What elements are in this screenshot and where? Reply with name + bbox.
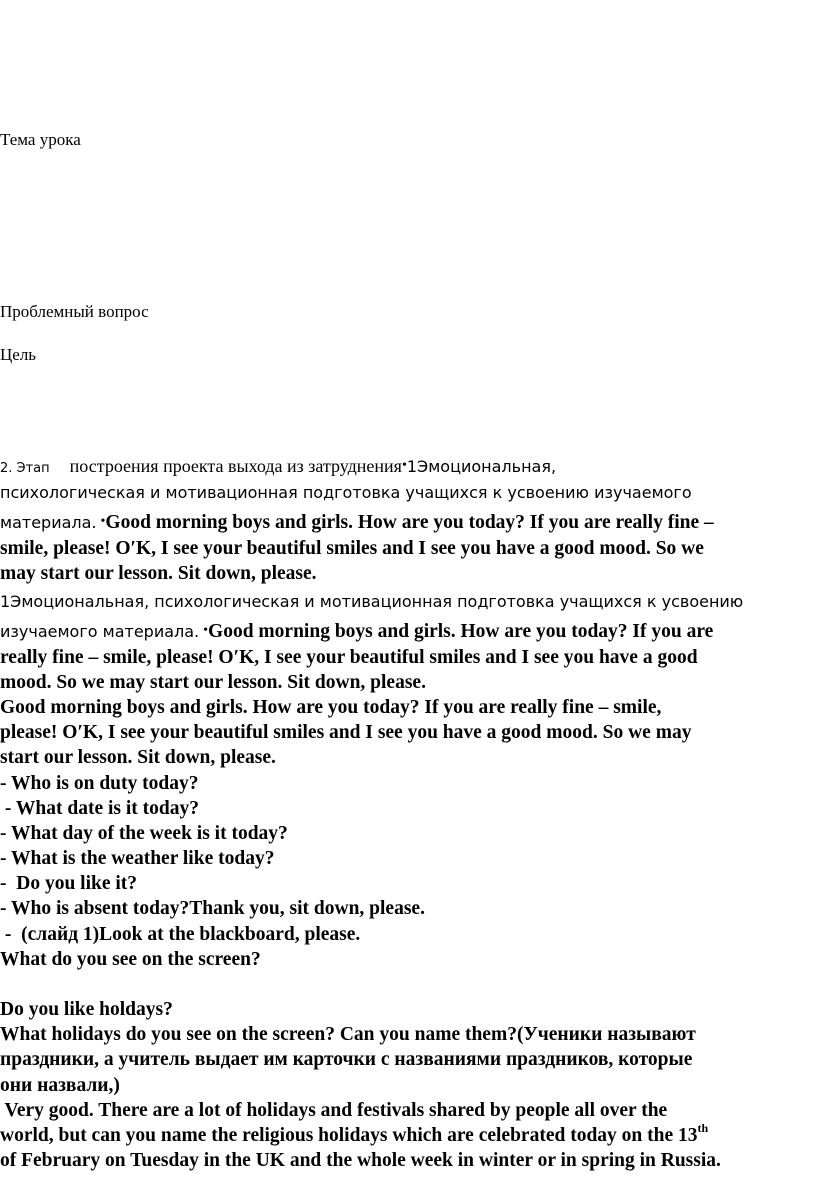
question-item: - Who is absent today?Thank you, sit down, please. (0, 898, 425, 920)
problem-question-label: Проблемный вопрос (0, 302, 149, 321)
question-item: - What date is it today? (0, 797, 199, 819)
stage-number: 2. Этап (0, 461, 50, 476)
greeting-line-1: Good morning boys and girls. How are you today? If you are really fine – (105, 512, 714, 534)
repeat-line-2-bold: Good morning boys and girls. How are you today? If you are (208, 620, 714, 642)
question-item: What do you see on the screen? (0, 948, 261, 970)
question-item: - What is the weather like today? (0, 848, 275, 870)
paragraph-gap (0, 972, 812, 997)
lesson-body (0, 453, 812, 1173)
repeat-line-2 (0, 616, 812, 645)
question-item: - Who is on duty today? (0, 772, 199, 794)
ordinal-suffix: th (697, 1120, 709, 1135)
bullet-icon: • (401, 458, 407, 473)
greeting2-line-1: Good morning boys and girls. How are you today? If you are really fine – smile, (0, 696, 662, 718)
repeat-line-2-sans: изучаемого материала. (0, 621, 200, 641)
repeat-line-1: 1Эмоциональная, психологическая и мотивационная подготовка учащихся к усвоению (0, 591, 744, 611)
question-item: - What day of the week is it today? (0, 822, 288, 844)
greeting-line-3: may start our lesson. Sit down, please. (0, 563, 317, 585)
stage-text-3: материала. (0, 513, 97, 533)
holidays-line-5: Very good. There are a lot of holidays and festivals shared by people all over the (0, 1099, 668, 1121)
question-item: - (слайд 1)Look at the blackboard, please. (0, 923, 361, 945)
stage-text-1: Эмоциональная, (417, 457, 557, 476)
goal-label: Цель (0, 345, 37, 364)
greeting-line-2: smile, please! O′K, I see your beautiful smiles and I see you have a good mood. So we (0, 538, 704, 560)
holidays-line-6-text: world, but can you name the religious holidays which are celebrated today on the 13 (0, 1124, 698, 1146)
repeat-line-4: mood. So we may start our lesson. Sit down, please. (0, 671, 426, 693)
holidays-line-7: of February on Tuesday in the UK and the whole week in winter or in spring in Russia. (0, 1150, 721, 1172)
item-number: 1 (406, 457, 418, 476)
greeting2-line-2: please! O′K, I see your beautiful smiles and I see you have a good mood. So we may (0, 722, 692, 744)
stage-heading-line (0, 453, 812, 478)
holidays-line-2: What holidays do you see on the screen? Can you name them?(Ученики называют (0, 1024, 696, 1046)
holidays-line-6 (0, 1120, 812, 1148)
question-item: - Do you like it? (0, 873, 138, 895)
stage-title: построения проекта выхода из затруднения (69, 456, 402, 476)
lesson-topic-label: Тема урока (0, 130, 81, 149)
stage-text-3-line (0, 507, 812, 536)
holidays-line-4: они назвали,) (0, 1074, 120, 1096)
holidays-line-1: Do you like holdays? (0, 999, 173, 1020)
bullet-icon: • (100, 514, 106, 530)
stage-text-2: психологическая и мотивационная подготовка учащихся к усвоению изучаемого (0, 483, 692, 503)
repeat-line-3: really fine – smile, please! O′K, I see your beautiful smiles and I see you have a good (0, 646, 698, 668)
bullet-icon: • (203, 622, 209, 638)
holidays-line-3: праздники, а учитель выдает им карточки с названиями праздников, которые (0, 1049, 693, 1071)
greeting2-line-3: start our lesson. Sit down, please. (0, 747, 276, 769)
